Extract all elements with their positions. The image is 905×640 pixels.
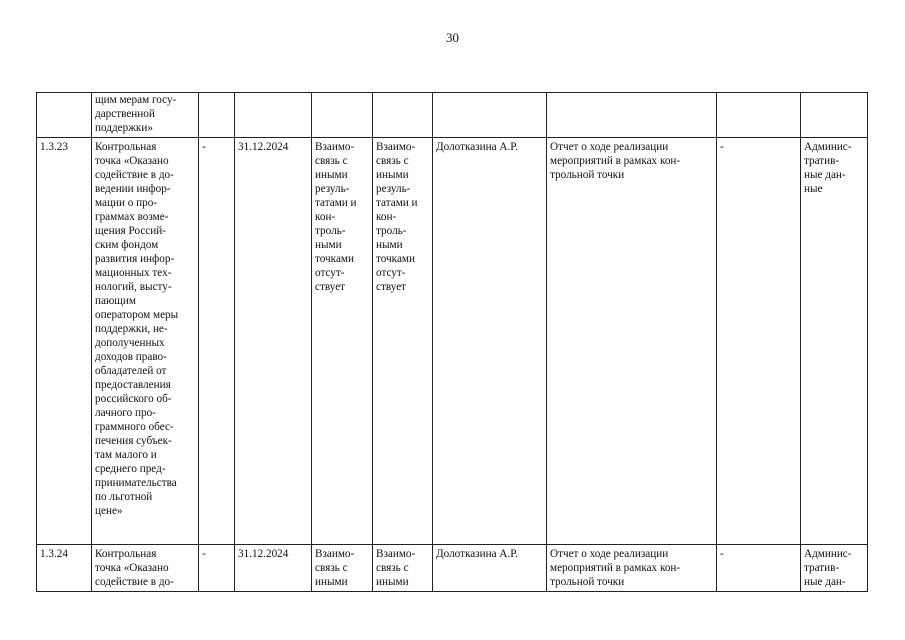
cell-document — [547, 93, 717, 138]
cell-source: Админис- тратив- ные дан- — [801, 545, 868, 592]
cell-system — [717, 93, 801, 138]
cell-end: 31.12.2024 — [235, 138, 312, 545]
cell-successors — [373, 93, 433, 138]
cell-successors: Взаимо- связь с иными — [373, 545, 433, 592]
cell-number: 1.3.23 — [37, 138, 92, 545]
cell-number: 1.3.24 — [37, 545, 92, 592]
cell-responsible: Долотказина А.Р. — [433, 545, 547, 592]
cell-start: - — [199, 138, 235, 545]
cell-start: - — [199, 545, 235, 592]
cell-source — [801, 93, 868, 138]
table-row-continuation — [37, 93, 868, 138]
cell-responsible: Долотказина А.Р. — [433, 138, 547, 545]
cell-system: - — [717, 545, 801, 592]
cell-source: Админис- тратив- ные дан- ные — [801, 138, 868, 545]
cell-document: Отчет о ходе реализации мероприятий в рамках кон- трольной точки — [547, 545, 717, 592]
table-row — [37, 545, 868, 592]
cell-document: Отчет о ходе реализации мероприятий в рамках кон- трольной точки — [547, 138, 717, 545]
control-points-table — [36, 92, 868, 592]
cell-number — [37, 93, 92, 138]
page-number: 30 — [446, 30, 459, 45]
cell-predecessors: Взаимо- связь с иными — [312, 545, 373, 592]
cell-end: 31.12.2024 — [235, 545, 312, 592]
cell-predecessors — [312, 93, 373, 138]
cell-successors: Взаимо- связь с иными резуль- татами и кон- троль- ными точками отсут- ствует — [373, 138, 433, 545]
cell-predecessors: Взаимо- связь с иными резуль- татами и кон- троль- ными точками отсут- ствует — [312, 138, 373, 545]
cell-name: щим мерам госу- дарственной поддержки» — [92, 93, 199, 138]
cell-name: Контрольная точка «Оказано содействие в до- — [92, 545, 199, 592]
cell-system: - — [717, 138, 801, 545]
cell-name: Контрольная точка «Оказано содействие в до- ведении инфор- мации о про- граммах возме- щения Россий- ским фондом развития инфор- мационных тех- нологий, высту- пающим оператором меры поддержки, не- дополученных доходов право- обладателей от предоставления российского об- лачного про- граммного обес- печения субъек- там малого и среднего пред- принимательства по льготной цене» — [92, 138, 199, 545]
table-row — [37, 138, 868, 545]
cell-start — [199, 93, 235, 138]
cell-end — [235, 93, 312, 138]
cell-responsible — [433, 93, 547, 138]
